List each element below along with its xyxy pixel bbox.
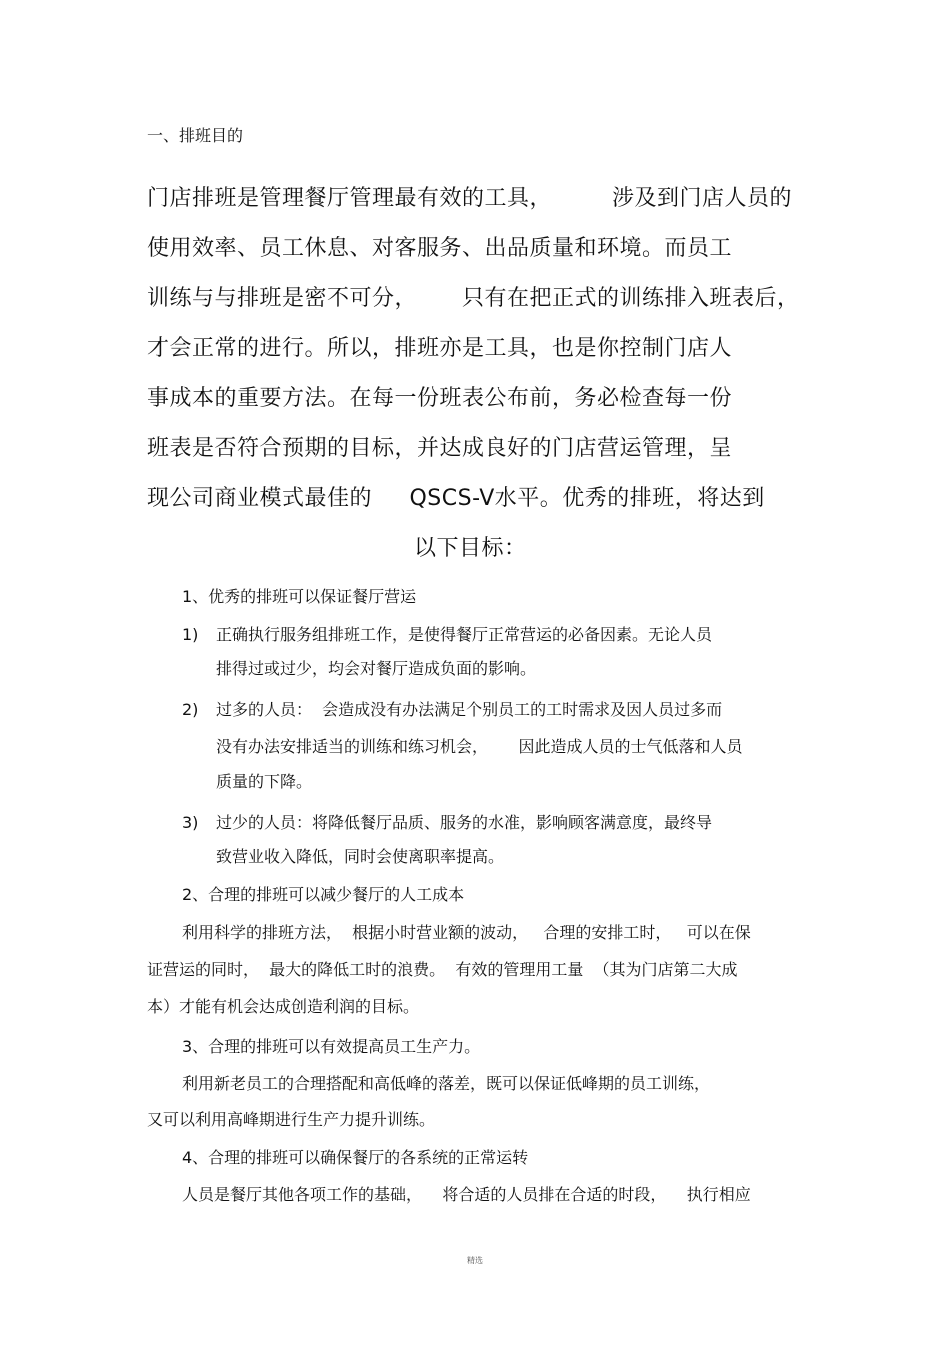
intro-line: 训练与与排班是密不可分， 只有在把正式的训练排入班表后， — [147, 286, 800, 311]
paragraph-line: 又可以利用高峰期进行生产力提升训练。 — [147, 1110, 436, 1129]
list-item-number: 1) — [182, 625, 199, 644]
list-item-number: 2) — [182, 700, 199, 719]
intro-line: 现公司商业模式最佳的 QSCS-V水平。优秀的排班，将达到 — [147, 486, 765, 511]
list-item-text: 致营业收入降低，同时会使离职率提高。 — [216, 847, 505, 866]
paragraph-line: 证营运的同时， 最大的降低工时的浪费。 有效的管理用工量 （其为门店第二大成 — [147, 960, 738, 979]
section-title: 一、排班目的 — [147, 126, 244, 145]
list-item — [182, 815, 712, 831]
page-footer: 精选 — [467, 1256, 483, 1265]
intro-line: 班表是否符合预期的目标，并达成良好的门店营运管理，呈 — [147, 436, 733, 461]
list-item-text: 过少的人员：将降低餐厅品质、服务的水准，影响顾客满意度，最终导 — [216, 813, 713, 832]
intro-line: 使用效率、员工休息、对客服务、出品质量和环境。而员工 — [147, 236, 733, 261]
intro-line: 事成本的重要方法。在每一份班表公布前，务必检查每一份 — [147, 386, 733, 411]
paragraph-line: 利用科学的排班方法， 根据小时营业额的波动， 合理的安排工时， 可以在保 — [182, 923, 751, 942]
paragraph-line: 本）才能有机会达成创造利润的目标。 — [147, 997, 420, 1016]
intro-line: 以下目标： — [414, 536, 527, 561]
list-item-text: 正确执行服务组排班工作，是使得餐厅正常营运的必备因素。无论人员 — [216, 625, 713, 644]
list-item-text: 没有办法安排适当的训练和练习机会， 因此造成人员的士气低落和人员 — [216, 737, 743, 756]
list-item — [182, 627, 712, 643]
list-item-text: 质量的下降。 — [216, 772, 313, 791]
list-item-text: 排得过或过少，均会对餐厅造成负面的影响。 — [216, 659, 537, 678]
intro-line: 门店排班是管理餐厅管理最有效的工具， 涉及到门店人员的 — [147, 186, 792, 211]
list-item — [182, 702, 722, 718]
point-4-title: 4、合理的排班可以确保餐厅的各系统的正常运转 — [182, 1148, 529, 1167]
intro-line: 才会正常的进行。所以，排班亦是工具，也是你控制门店人 — [147, 336, 733, 361]
paragraph-line: 利用新老员工的合理搭配和高低峰的落差，既可以保证低峰期的员工训练， — [182, 1074, 711, 1093]
list-item-text: 过多的人员： 会造成没有办法满足个别员工的工时需求及因人员过多而 — [216, 700, 723, 719]
point-1-title: 1、优秀的排班可以保证餐厅营运 — [182, 587, 417, 606]
list-item-number: 3) — [182, 813, 199, 832]
point-3-title: 3、合理的排班可以有效提高员工生产力。 — [182, 1037, 481, 1056]
point-2-title: 2、合理的排班可以减少餐厅的人工成本 — [182, 885, 465, 904]
paragraph-line: 人员是餐厅其他各项工作的基础， 将合适的人员排在合适的时段， 执行相应 — [182, 1185, 751, 1204]
